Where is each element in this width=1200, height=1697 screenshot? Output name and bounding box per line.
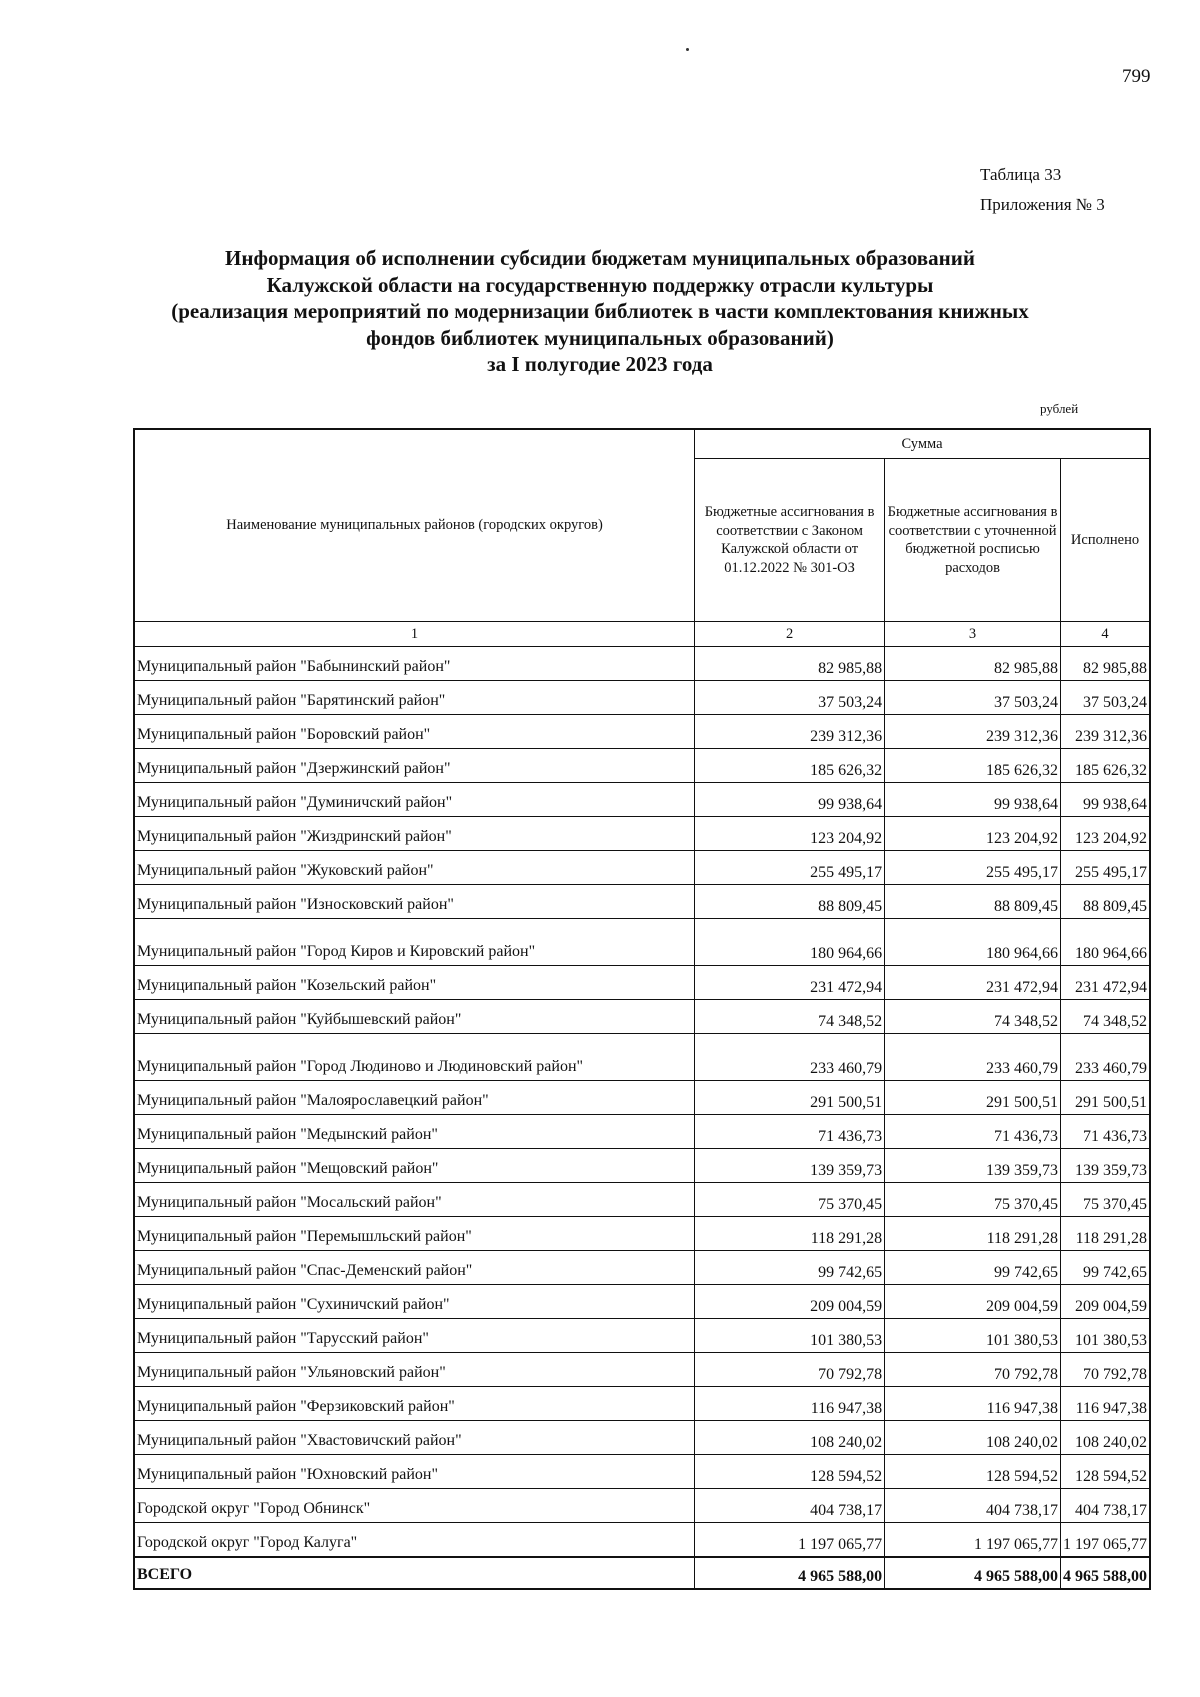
district-name: Городской округ "Город Калуга" <box>134 1523 695 1558</box>
table-row <box>134 885 1150 919</box>
approved-revised-value: 108 240,02 <box>885 1421 1061 1455</box>
approved-revised-value: 74 348,52 <box>885 1000 1061 1034</box>
table-row <box>134 1285 1150 1319</box>
district-name: Муниципальный район "Козельский район" <box>134 966 695 1000</box>
units-label: рублей <box>1040 401 1079 416</box>
table-row <box>134 851 1150 885</box>
approved-law-value: 1 197 065,77 <box>695 1523 885 1558</box>
approved-law-value: 74 348,52 <box>695 1000 885 1034</box>
table-row <box>134 647 1150 681</box>
executed-value: 82 985,88 <box>1061 647 1151 681</box>
approved-revised-value: 209 004,59 <box>885 1285 1061 1319</box>
district-name: Муниципальный район "Ульяновский район" <box>134 1353 695 1387</box>
district-name: Муниципальный район "Хвастовичский район" <box>134 1421 695 1455</box>
district-name: Муниципальный район "Жуковский район" <box>134 851 695 885</box>
table-row <box>134 1489 1150 1523</box>
approved-revised-value: 231 472,94 <box>885 966 1061 1000</box>
appendix-label: Приложения № 3 <box>980 195 1105 214</box>
executed-value: 180 964,66 <box>1061 919 1151 966</box>
district-name: Муниципальный район "Спас-Деменский район" <box>134 1251 695 1285</box>
header-col4: Исполнено <box>1061 459 1151 622</box>
district-name: Муниципальный район "Мосальский район" <box>134 1183 695 1217</box>
executed-value: 291 500,51 <box>1061 1081 1151 1115</box>
total-row <box>134 1557 1150 1589</box>
executed-value: 404 738,17 <box>1061 1489 1151 1523</box>
table-row <box>134 715 1150 749</box>
header-col2: Бюджетные ассигнования в соответствии с Законом Калужской области от 01.12.2022 № 301-ОЗ <box>695 459 885 622</box>
approved-revised-value: 139 359,73 <box>885 1149 1061 1183</box>
table-number: Таблица 33 <box>980 165 1062 184</box>
col-number: 4 <box>1061 622 1151 647</box>
table-row <box>134 1183 1150 1217</box>
title-line: фондов библиотек муниципальных образований) <box>366 325 834 350</box>
approved-revised-value: 4 965 588,00 <box>885 1557 1061 1589</box>
executed-value: 71 436,73 <box>1061 1115 1151 1149</box>
district-name: Муниципальный район "Жиздринский район" <box>134 817 695 851</box>
total-label: ВСЕГО <box>134 1557 695 1589</box>
approved-law-value: 291 500,51 <box>695 1081 885 1115</box>
district-name: Муниципальный район "Куйбышевский район" <box>134 1000 695 1034</box>
approved-law-value: 70 792,78 <box>695 1353 885 1387</box>
approved-law-value: 88 809,45 <box>695 885 885 919</box>
table-row <box>134 1523 1150 1558</box>
district-name: Муниципальный район "Сухиничский район" <box>134 1285 695 1319</box>
approved-law-value: 37 503,24 <box>695 681 885 715</box>
subsidy-table <box>133 428 1151 1590</box>
approved-revised-value: 185 626,32 <box>885 749 1061 783</box>
executed-value: 139 359,73 <box>1061 1149 1151 1183</box>
approved-law-value: 75 370,45 <box>695 1183 885 1217</box>
table-row <box>134 1455 1150 1489</box>
executed-value: 209 004,59 <box>1061 1285 1151 1319</box>
executed-value: 99 938,64 <box>1061 783 1151 817</box>
col-number: 1 <box>134 622 695 647</box>
approved-revised-value: 180 964,66 <box>885 919 1061 966</box>
table-row <box>134 1217 1150 1251</box>
district-name: Муниципальный район "Барятинский район" <box>134 681 695 715</box>
district-name: Муниципальный район "Город Киров и Кировский район" <box>134 919 695 966</box>
table-row <box>134 1251 1150 1285</box>
district-name: Городской округ "Город Обнинск" <box>134 1489 695 1523</box>
district-name: Муниципальный район "Юхновский район" <box>134 1455 695 1489</box>
executed-value: 88 809,45 <box>1061 885 1151 919</box>
title-line: (реализация мероприятий по модернизации библиотек в части комплектования книжных <box>171 299 1029 323</box>
approved-revised-value: 70 792,78 <box>885 1353 1061 1387</box>
approved-revised-value: 128 594,52 <box>885 1455 1061 1489</box>
approved-revised-value: 99 742,65 <box>885 1251 1061 1285</box>
table-row <box>134 1149 1150 1183</box>
approved-law-value: 123 204,92 <box>695 817 885 851</box>
executed-value: 231 472,94 <box>1061 966 1151 1000</box>
approved-revised-value: 233 460,79 <box>885 1034 1061 1081</box>
district-name: Муниципальный район "Тарусский район" <box>134 1319 695 1353</box>
table-row <box>134 1421 1150 1455</box>
table-row <box>134 1115 1150 1149</box>
executed-value: 75 370,45 <box>1061 1183 1151 1217</box>
executed-value: 128 594,52 <box>1061 1455 1151 1489</box>
approved-law-value: 180 964,66 <box>695 919 885 966</box>
approved-law-value: 404 738,17 <box>695 1489 885 1523</box>
district-name: Муниципальный район "Малоярославецкий район" <box>134 1081 695 1115</box>
district-name: Муниципальный район "Город Людиново и Людиновский район" <box>134 1034 695 1081</box>
table-row <box>134 1081 1150 1115</box>
approved-revised-value: 118 291,28 <box>885 1217 1061 1251</box>
executed-value: 74 348,52 <box>1061 1000 1151 1034</box>
col-number: 3 <box>885 622 1061 647</box>
table-row <box>134 966 1150 1000</box>
approved-revised-value: 404 738,17 <box>885 1489 1061 1523</box>
district-name: Муниципальный район "Износковский район" <box>134 885 695 919</box>
approved-revised-value: 1 197 065,77 <box>885 1523 1061 1558</box>
approved-law-value: 185 626,32 <box>695 749 885 783</box>
approved-revised-value: 116 947,38 <box>885 1387 1061 1421</box>
approved-law-value: 139 359,73 <box>695 1149 885 1183</box>
executed-value: 37 503,24 <box>1061 681 1151 715</box>
approved-revised-value: 239 312,36 <box>885 715 1061 749</box>
approved-revised-value: 99 938,64 <box>885 783 1061 817</box>
table-row <box>134 749 1150 783</box>
table-label <box>980 160 1105 220</box>
table-row <box>134 681 1150 715</box>
table-row <box>134 783 1150 817</box>
approved-revised-value: 37 503,24 <box>885 681 1061 715</box>
executed-value: 116 947,38 <box>1061 1387 1151 1421</box>
document-title <box>100 245 1100 378</box>
approved-law-value: 209 004,59 <box>695 1285 885 1319</box>
header-sum: Сумма <box>695 429 1150 459</box>
title-line: Информация об исполнении субсидии бюджетам муниципальных образований <box>225 246 975 270</box>
approved-revised-value: 88 809,45 <box>885 885 1061 919</box>
approved-law-value: 233 460,79 <box>695 1034 885 1081</box>
approved-revised-value: 82 985,88 <box>885 647 1061 681</box>
col-number: 2 <box>695 622 885 647</box>
approved-revised-value: 71 436,73 <box>885 1115 1061 1149</box>
executed-value: 255 495,17 <box>1061 851 1151 885</box>
approved-law-value: 99 938,64 <box>695 783 885 817</box>
table-row <box>134 1319 1150 1353</box>
title-line: за I полугодие 2023 года <box>487 352 713 376</box>
executed-value: 123 204,92 <box>1061 817 1151 851</box>
approved-revised-value: 101 380,53 <box>885 1319 1061 1353</box>
executed-value: 4 965 588,00 <box>1061 1557 1151 1589</box>
district-name: Муниципальный район "Боровский район" <box>134 715 695 749</box>
table-row <box>134 817 1150 851</box>
table-row <box>134 919 1150 966</box>
executed-value: 101 380,53 <box>1061 1319 1151 1353</box>
executed-value: 99 742,65 <box>1061 1251 1151 1285</box>
district-name: Муниципальный район "Дзержинский район" <box>134 749 695 783</box>
approved-revised-value: 123 204,92 <box>885 817 1061 851</box>
approved-law-value: 71 436,73 <box>695 1115 885 1149</box>
approved-law-value: 82 985,88 <box>695 647 885 681</box>
district-name: Муниципальный район "Перемышльский район" <box>134 1217 695 1251</box>
executed-value: 1 197 065,77 <box>1061 1523 1151 1558</box>
approved-law-value: 128 594,52 <box>695 1455 885 1489</box>
approved-law-value: 239 312,36 <box>695 715 885 749</box>
approved-law-value: 255 495,17 <box>695 851 885 885</box>
approved-revised-value: 291 500,51 <box>885 1081 1061 1115</box>
approved-law-value: 108 240,02 <box>695 1421 885 1455</box>
approved-law-value: 118 291,28 <box>695 1217 885 1251</box>
executed-value: 239 312,36 <box>1061 715 1151 749</box>
scan-speck <box>686 48 689 51</box>
approved-law-value: 4 965 588,00 <box>695 1557 885 1589</box>
executed-value: 118 291,28 <box>1061 1217 1151 1251</box>
district-name: Муниципальный район "Мещовский район" <box>134 1149 695 1183</box>
approved-law-value: 101 380,53 <box>695 1319 885 1353</box>
table-row <box>134 1387 1150 1421</box>
table-row <box>134 1353 1150 1387</box>
district-name: Муниципальный район "Ферзиковский район" <box>134 1387 695 1421</box>
executed-value: 185 626,32 <box>1061 749 1151 783</box>
approved-law-value: 116 947,38 <box>695 1387 885 1421</box>
table-row <box>134 1034 1150 1081</box>
table-row <box>134 1000 1150 1034</box>
executed-value: 108 240,02 <box>1061 1421 1151 1455</box>
executed-value: 70 792,78 <box>1061 1353 1151 1387</box>
district-name: Муниципальный район "Бабынинский район" <box>134 647 695 681</box>
district-name: Муниципальный район "Медынский район" <box>134 1115 695 1149</box>
approved-law-value: 231 472,94 <box>695 966 885 1000</box>
header-col3: Бюджетные ассигнования в соответствии с уточненной бюджетной росписью расходов <box>885 459 1061 622</box>
approved-revised-value: 75 370,45 <box>885 1183 1061 1217</box>
executed-value: 233 460,79 <box>1061 1034 1151 1081</box>
page-number: 799 <box>1122 66 1151 87</box>
title-line: Калужской области на государственную поддержку отрасли культуры <box>266 272 934 297</box>
approved-law-value: 99 742,65 <box>695 1251 885 1285</box>
header-name: Наименование муниципальных районов (городских округов) <box>134 429 695 622</box>
approved-revised-value: 255 495,17 <box>885 851 1061 885</box>
district-name: Муниципальный район "Думиничский район" <box>134 783 695 817</box>
